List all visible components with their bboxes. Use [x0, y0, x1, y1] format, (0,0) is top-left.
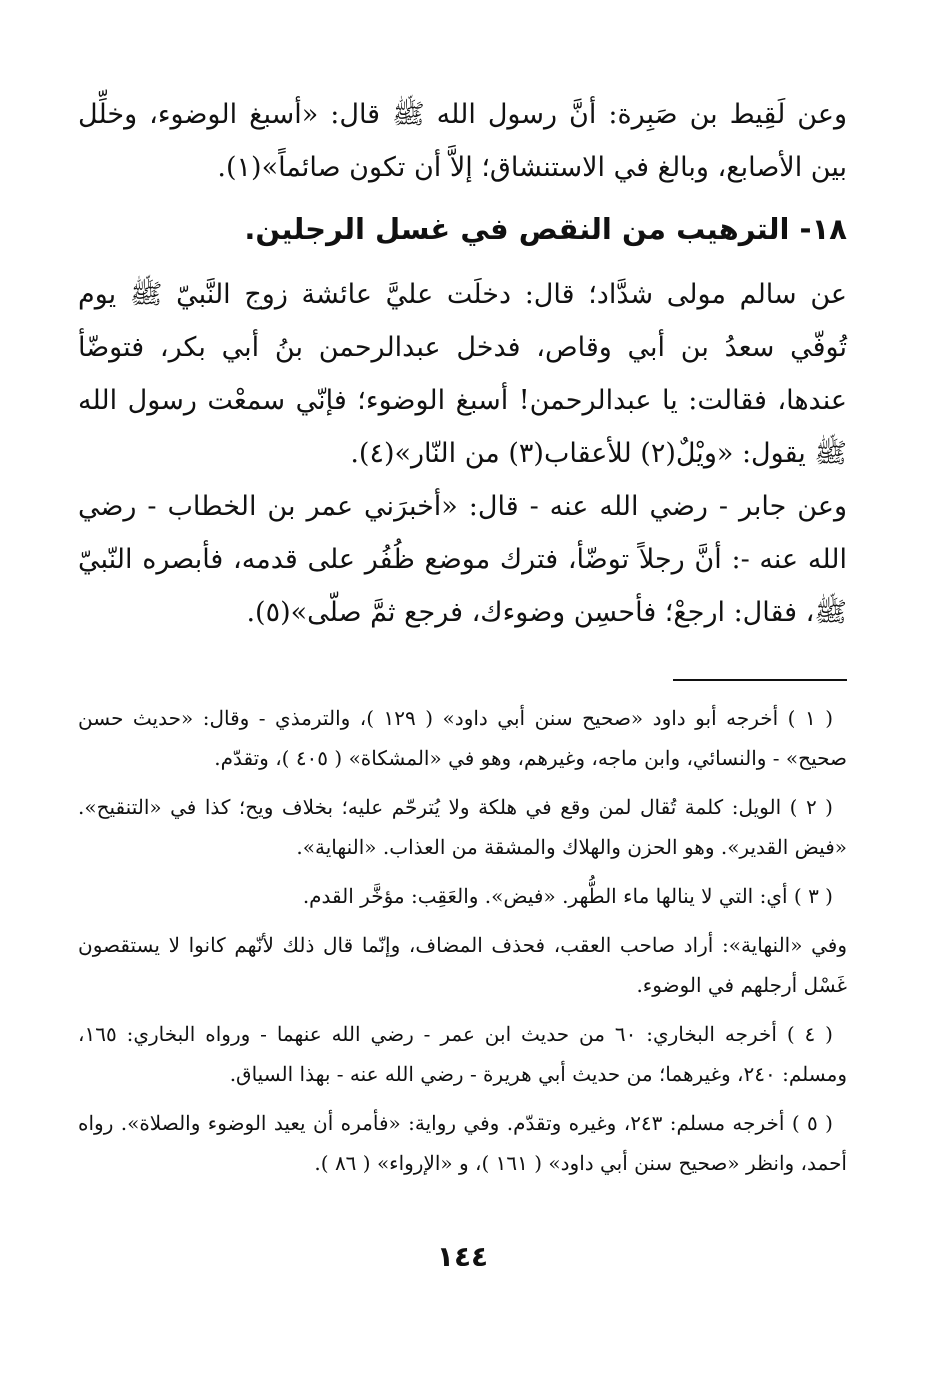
main-text: [78, 88, 847, 639]
page-number: ١٤٤: [436, 1240, 489, 1273]
footnote-3-continuation: وفي «النهاية»: أراد صاحب العقب، فحذف المضاف، وإنّما قال ذلك لأنّهم كانوا لا يستقصون غَسْل أرجلهم في الوضوء.: [78, 933, 848, 997]
paragraph-jabir-hadith: وعن جابر - رضي الله عنه - قال: «أخبرَني عمر بن الخطاب - رضي الله عنه -: أنَّ رجلاً توضّأ، فترك موضع ظُفُر على قدمه، فأبصره النّبيّ ﷺ، فقال: ارجعْ؛ فأحسِن وضوءك، فرجع ثمَّ صلّى»(٥).: [78, 491, 847, 628]
footnotes: [78, 698, 847, 1192]
paragraph-salim-hadith: عن سالم مولى شدَّاد؛ قال: دخلَت عليَّ عائشة زوج النَّبيّ ﷺ يوم تُوفّي سعدُ بن أبي وقاص، فدخل عبدالرحمن بنُ أبي بكر، فتوضّأ عندها، فقالت: يا عبدالرحمن! أسبغ الوضوء؛ فإنّي سمعْت رسول الله ﷺ يقول: «ويْلٌ(٢) للأعقاب(٣) من النّار»(٤).: [78, 279, 847, 469]
footnote-2: ( ٢ ) الويل: كلمة تُقال لمن وقع في هلكة ولا يُترحّم عليه؛ بخلاف ويح؛ كذا في «التنقيح». «فيض القدير». وهو الحزن والهلاك والمشقة من العذاب. «النهاية».: [78, 795, 847, 859]
footnote-separator: [673, 679, 847, 681]
footnote-3: ( ٣ ) أي: التي لا ينالها ماء الطُّهر. «فيض». والعَقِب: مؤخَّر القدم.: [302, 884, 833, 908]
footnote-4: ( ٤ ) أخرجه البخاري: ٦٠ من حديث ابن عمر - رضي الله عنهما - ورواه البخاري: ١٦٥، ومسلم: ٢٤٠، وغيرهما؛ من حديث أبي هريرة - رضي الله عنه - بهذا السياق.: [78, 1022, 847, 1086]
section-heading: ١٨- الترهيب من النقص في غسل الرجلين.: [244, 212, 847, 246]
footnote-5: ( ٥ ) أخرجه مسلم: ٢٤٣، وغيره وتقدّم. وفي رواية: «فأمره أن يعيد الوضوء والصلاة». رواه أحمد، وانظر «صحيح سنن أبي داود» ( ١٦١ )، و «الإرواء» ( ٨٦ ).: [78, 1111, 847, 1175]
paragraph-laqit-hadith: وعن لَقِيط بن صَبِرة: أنَّ رسول الله ﷺ قال: «أسبغ الوضوء، وخلِّل بين الأصابع، وبالغ في الاستنشاق؛ إلاَّ أن تكون صائماً»(١).: [78, 99, 847, 183]
footnote-1: ( ١ ) أخرجه أبو داود «صحيح سنن أبي داود» ( ١٢٩ )، والترمذي - وقال: «حديث حسن صحيح» - والنسائي، وابن ماجه، وغيرهم، وهو في «المشكاة» ( ٤٠٥ )، وتقدّم.: [78, 706, 847, 770]
book-page: [78, 88, 847, 1378]
